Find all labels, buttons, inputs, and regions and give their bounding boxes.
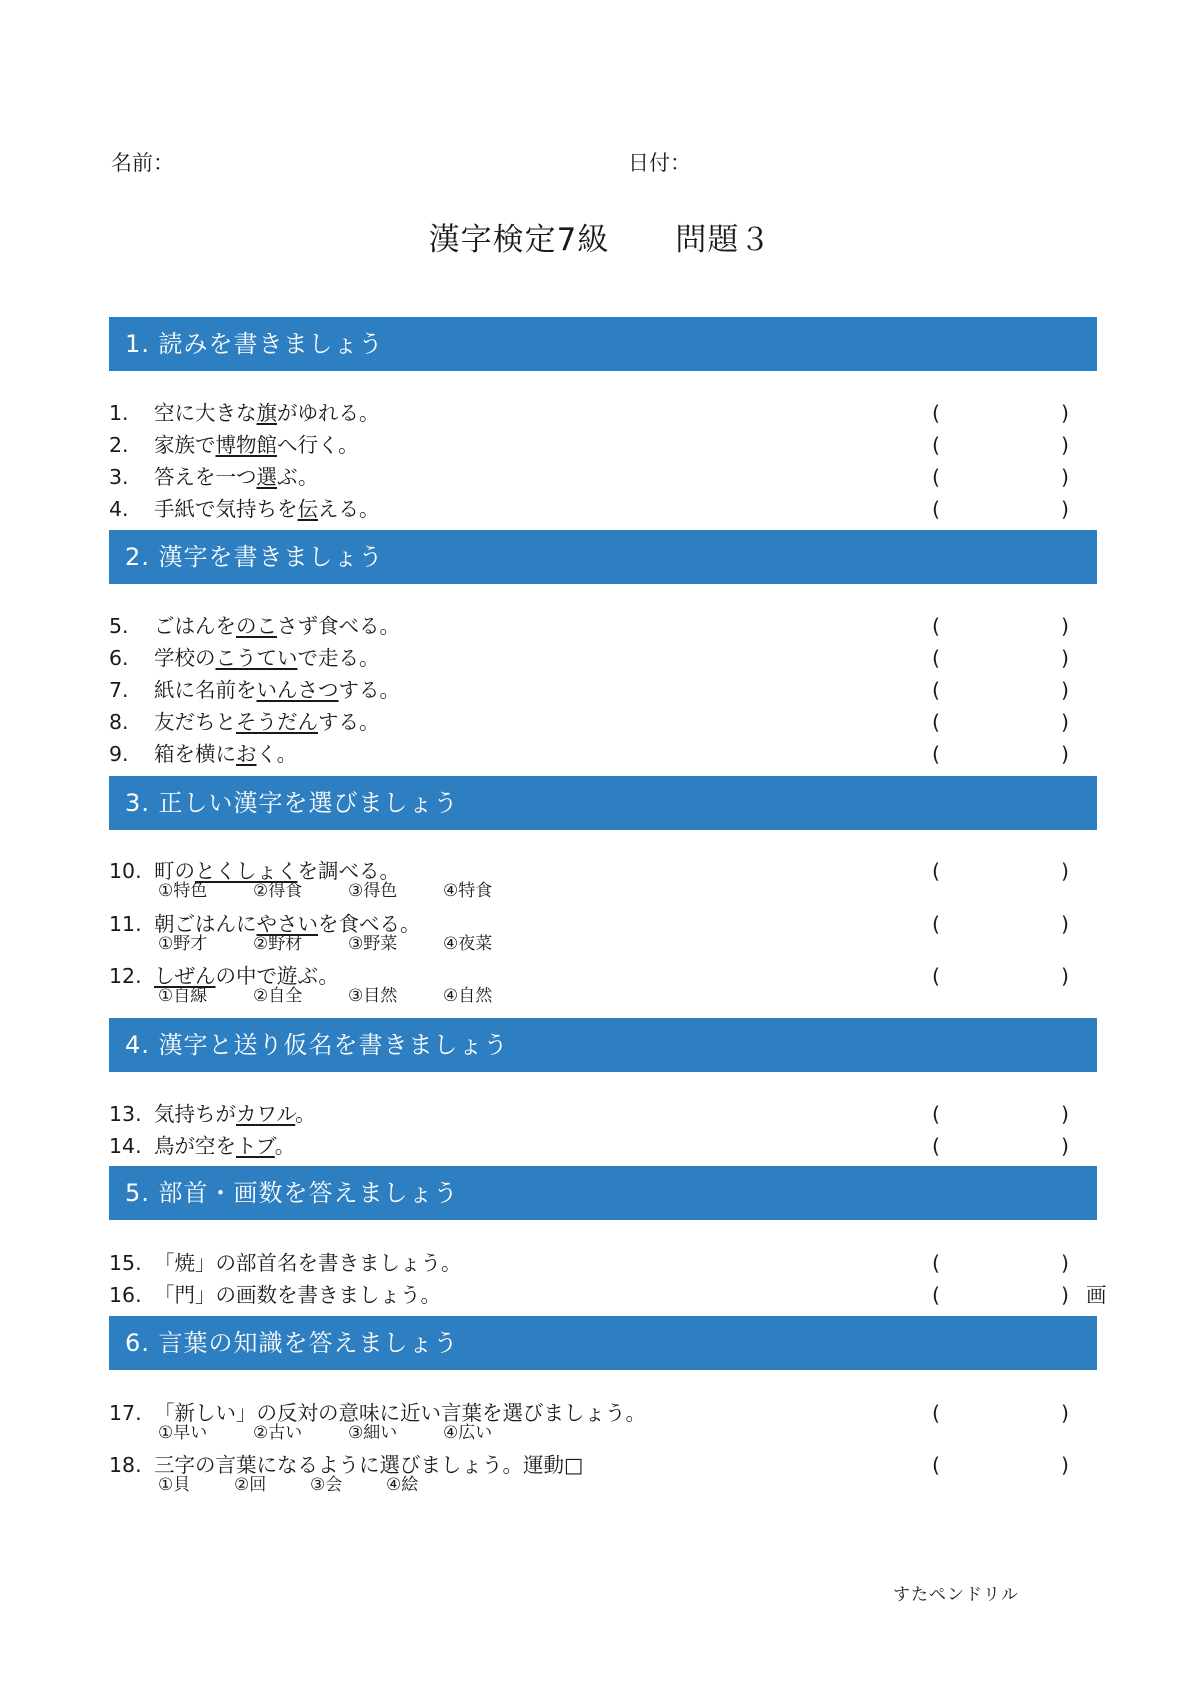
question-text: 学校の — [154, 646, 216, 670]
answer-paren-close: ) — [1061, 433, 1069, 457]
option-4: ④広い — [443, 1423, 493, 1443]
answer-paren-open: ( — [932, 1251, 940, 1275]
answer-paren-open: ( — [932, 859, 940, 883]
question-text-tail: 。 — [295, 1102, 316, 1126]
question-number: 16. — [109, 1283, 142, 1307]
question-number: 2. — [109, 433, 129, 457]
answer-paren-open: ( — [932, 912, 940, 936]
question-text-tail: する。 — [338, 678, 400, 702]
answer-paren-close: ) — [1061, 1453, 1069, 1477]
underlined-target: しぜん — [154, 964, 216, 988]
answer-paren-close: ) — [1061, 497, 1069, 521]
question-text: 箱を横に — [154, 742, 236, 766]
answer-options — [158, 934, 538, 954]
question-14 — [109, 1133, 295, 1159]
question-number: 10. — [109, 859, 142, 883]
option-2: ②自全 — [253, 986, 303, 1006]
date-label: 日付： — [628, 151, 691, 175]
answer-options — [158, 881, 538, 901]
question-text: 町の — [154, 859, 195, 883]
question-text-tail: える。 — [318, 497, 380, 521]
answer-paren-close: ) — [1061, 710, 1069, 734]
section-header-4: 4. 漢字と送り仮名を書きましょう — [109, 1018, 1097, 1072]
answer-paren-close: ) — [1061, 401, 1069, 425]
question-text: 手紙で気持ちを — [154, 497, 298, 521]
answer-options — [158, 1475, 462, 1495]
question-number: 14. — [109, 1134, 142, 1158]
answer-suffix: 画 — [1086, 1283, 1107, 1307]
underlined-target: とくしょく — [195, 859, 298, 883]
answer-paren-open: ( — [932, 742, 940, 766]
question-text: 友だちと — [154, 710, 236, 734]
question-number: 12. — [109, 964, 142, 988]
answer-paren-open: ( — [932, 1401, 940, 1425]
underlined-target: 伝 — [297, 497, 318, 521]
question-number: 13. — [109, 1102, 142, 1126]
option-3: ③会 — [310, 1475, 343, 1495]
option-3: ③細い — [348, 1423, 398, 1443]
underlined-target: お — [236, 742, 257, 766]
underlined-target: カワル — [236, 1102, 296, 1126]
answer-paren-open: ( — [932, 964, 940, 988]
answer-paren-close: ) — [1061, 742, 1069, 766]
answer-paren-open: ( — [932, 1134, 940, 1158]
question-13 — [109, 1101, 316, 1127]
underlined-target: 旗 — [256, 401, 277, 425]
question-3 — [109, 464, 318, 490]
question-number: 15. — [109, 1251, 142, 1275]
answer-paren-open: ( — [932, 646, 940, 670]
underlined-target: こうてい — [215, 646, 298, 670]
option-1: ①貝 — [158, 1475, 191, 1495]
option-3: ③目然 — [348, 986, 398, 1006]
option-2: ②古い — [253, 1423, 303, 1443]
answer-paren-open: ( — [932, 678, 940, 702]
section-header-2: 2. 漢字を書きましょう — [109, 530, 1097, 584]
question-15 — [109, 1250, 462, 1276]
answer-paren-close: ) — [1061, 465, 1069, 489]
underlined-target: 博物館 — [215, 433, 277, 457]
answer-paren-close: ) — [1061, 678, 1069, 702]
question-text: 三字の言葉になるように選びましょう。運動□ — [154, 1453, 584, 1477]
question-16 — [109, 1282, 441, 1308]
question-text: 「新しい」の反対の意味に近い言葉を選びましょう。 — [154, 1401, 646, 1425]
option-2: ②野材 — [253, 934, 303, 954]
answer-paren-open: ( — [932, 401, 940, 425]
question-text-tail: 。 — [274, 1134, 296, 1158]
option-1: ①野才 — [158, 934, 208, 954]
answer-paren-open: ( — [932, 1283, 940, 1307]
page-title — [0, 214, 1200, 259]
question-text: 鳥が空を — [154, 1134, 236, 1158]
answer-paren-close: ) — [1061, 1102, 1069, 1126]
answer-options — [158, 1423, 538, 1443]
question-text: 答えを一つ — [154, 465, 257, 489]
underlined-target: そうだん — [236, 710, 318, 734]
question-number: 7. — [109, 678, 129, 702]
answer-paren-open: ( — [932, 497, 940, 521]
underlined-target: いんさつ — [256, 678, 339, 702]
answer-paren-open: ( — [932, 465, 940, 489]
option-3: ③得色 — [348, 881, 398, 901]
underlined-target: トブ — [236, 1134, 275, 1158]
question-text: 紙に名前を — [154, 678, 257, 702]
question-1 — [109, 400, 380, 426]
section-header-3: 3. 正しい漢字を選びましょう — [109, 776, 1097, 830]
answer-paren-close: ) — [1061, 1401, 1069, 1425]
question-number: 18. — [109, 1453, 142, 1477]
question-5 — [109, 613, 400, 639]
question-number: 6. — [109, 646, 129, 670]
option-3: ③野菜 — [348, 934, 398, 954]
question-text-tail: く。 — [256, 742, 298, 766]
question-text: 朝ごはんに — [154, 912, 257, 936]
title-main: 漢字検定7級 — [428, 222, 610, 258]
option-1: ①特色 — [158, 881, 208, 901]
answer-paren-close: ) — [1061, 1283, 1069, 1307]
question-2 — [109, 432, 359, 458]
question-8 — [109, 709, 380, 735]
answer-paren-close: ) — [1061, 614, 1069, 638]
underlined-target: のこ — [236, 614, 277, 638]
question-9 — [109, 741, 297, 767]
question-text-tail: で走る。 — [297, 646, 380, 670]
question-number: 1. — [109, 401, 129, 425]
option-4: ④夜菜 — [443, 934, 493, 954]
answer-paren-open: ( — [932, 1453, 940, 1477]
option-2: ②回 — [234, 1475, 267, 1495]
question-text: ごはんを — [154, 614, 236, 638]
footer-brand: すたペンドリル — [893, 1585, 1019, 1605]
section-header-5: 5. 部首・画数を答えましょう — [109, 1166, 1097, 1220]
answer-paren-open: ( — [932, 710, 940, 734]
question-text-tail: の中で遊ぶ。 — [215, 964, 339, 988]
question-number: 9. — [109, 742, 129, 766]
option-2: ②得食 — [253, 881, 303, 901]
question-number: 3. — [109, 465, 129, 489]
section-header-6: 6. 言葉の知識を答えましょう — [109, 1316, 1097, 1370]
question-text-tail: ぶ。 — [277, 465, 319, 489]
answer-paren-close: ) — [1061, 1251, 1069, 1275]
option-1: ①早い — [158, 1423, 208, 1443]
question-number: 4. — [109, 497, 129, 521]
question-7 — [109, 677, 400, 703]
option-4: ④特食 — [443, 881, 493, 901]
answer-paren-close: ) — [1061, 1134, 1069, 1158]
option-4: ④絵 — [386, 1475, 419, 1495]
option-4: ④自然 — [443, 986, 493, 1006]
question-text-tail: さず食べる。 — [277, 614, 400, 638]
question-number: 11. — [109, 912, 142, 936]
question-4 — [109, 496, 380, 522]
answer-paren-open: ( — [932, 1102, 940, 1126]
answer-paren-close: ) — [1061, 912, 1069, 936]
underlined-target: 選 — [256, 465, 277, 489]
question-text: 家族で — [154, 433, 216, 457]
question-number: 8. — [109, 710, 129, 734]
question-text: 空に大きな — [154, 401, 257, 425]
question-number: 17. — [109, 1401, 142, 1425]
question-text-tail: へ行く。 — [277, 433, 359, 457]
question-text: 「焼」の部首名を書きましょう。 — [154, 1251, 462, 1275]
answer-paren-close: ) — [1061, 646, 1069, 670]
title-sub: 問題３ — [675, 222, 772, 258]
question-6 — [109, 645, 380, 671]
question-text-tail: する。 — [318, 710, 380, 734]
answer-paren-open: ( — [932, 433, 940, 457]
underlined-target: やさい — [256, 912, 318, 936]
question-text-tail: を食べる。 — [318, 912, 421, 936]
question-text-tail: がゆれる。 — [277, 401, 380, 425]
answer-paren-open: ( — [932, 614, 940, 638]
answer-paren-close: ) — [1061, 859, 1069, 883]
answer-options — [158, 986, 538, 1006]
option-1: ①自線 — [158, 986, 208, 1006]
answer-paren-close: ) — [1061, 964, 1069, 988]
question-number: 5. — [109, 614, 129, 638]
question-text-tail: を調べる。 — [297, 859, 400, 883]
section-header-1: 1. 読みを書きましょう — [109, 317, 1097, 371]
name-label: 名前： — [111, 151, 174, 175]
question-text: 気持ちが — [154, 1102, 236, 1126]
question-text: 「門」の画数を書きましょう。 — [154, 1283, 441, 1307]
